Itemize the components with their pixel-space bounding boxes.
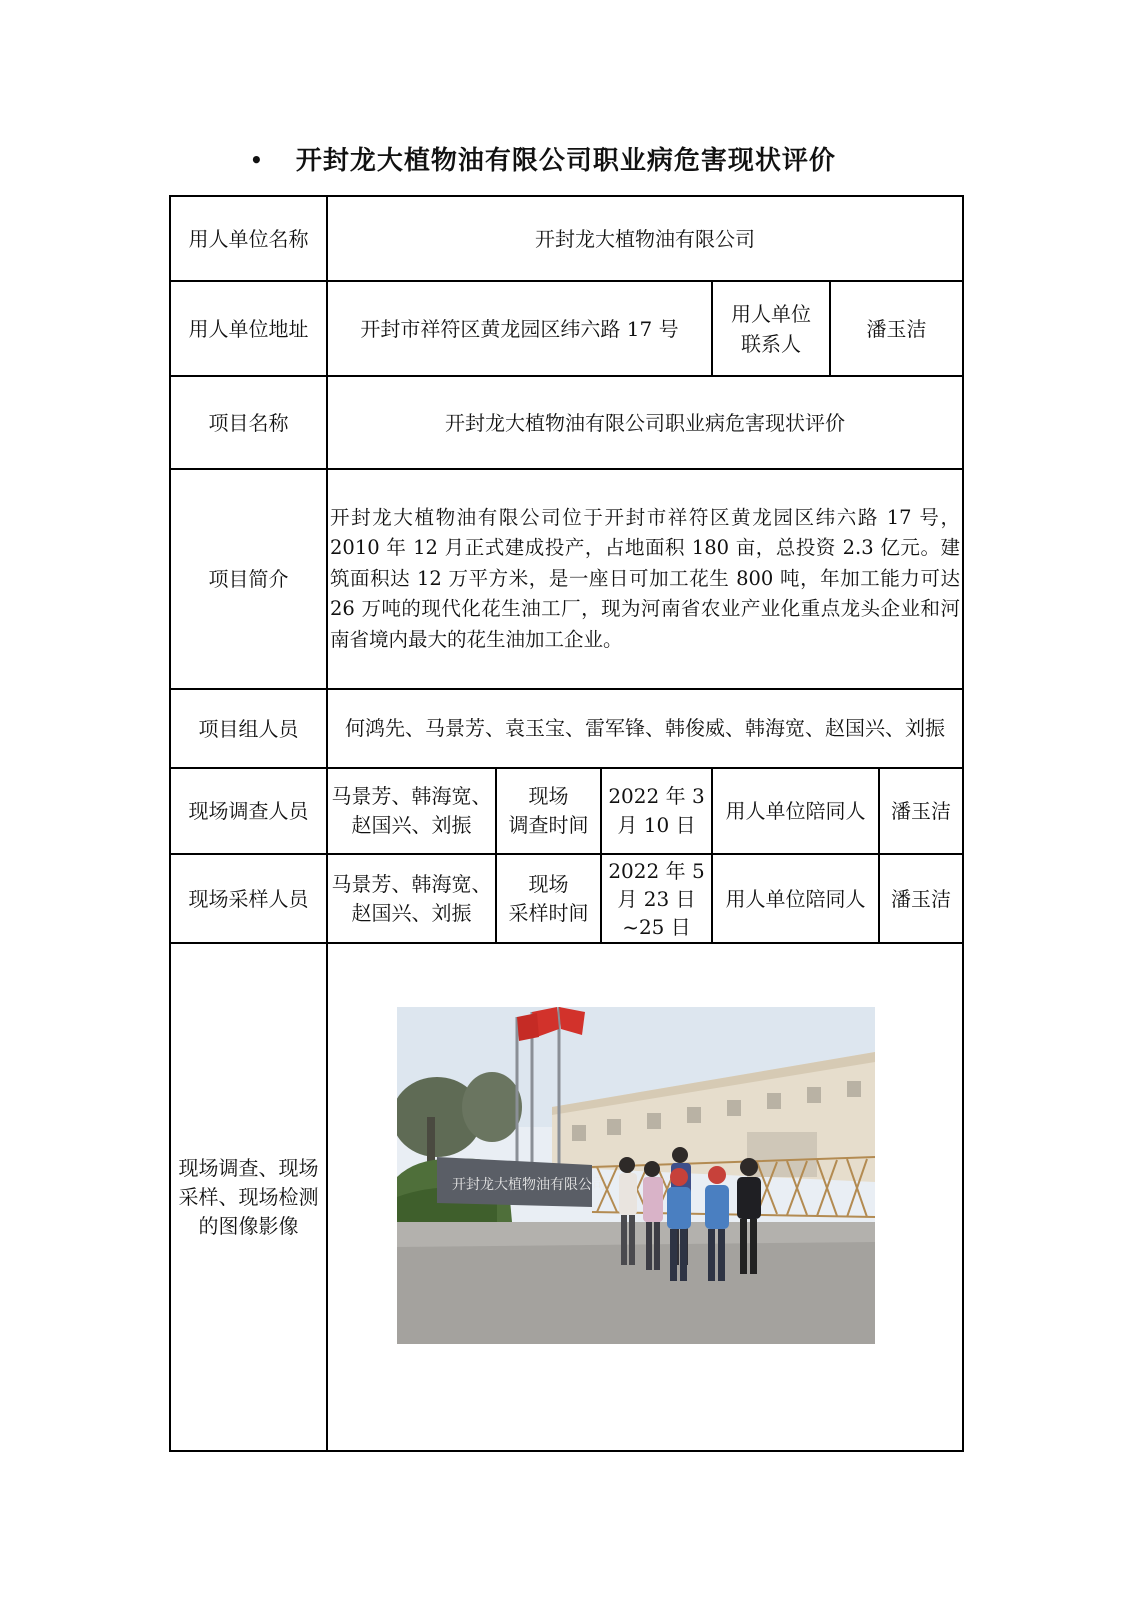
sampling-companion-value: 潘玉洁 [891,886,951,911]
survey-companion-label: 用人单位陪同人 [725,799,866,823]
images-label: 现场调查、现场采样、现场检测的图像影像 [178,1155,319,1238]
employer-name-label: 用人单位名称 [188,226,309,251]
contact-label-line1: 用人单位 [731,301,811,326]
sampling-time-value: 2022 年 5 月 23 日~25 日 [608,858,705,939]
title-bullet: • [250,148,264,172]
survey-companion-value: 潘玉洁 [891,799,951,823]
survey-time-label-line1: 现场 [528,784,569,808]
photo-sign-text: 开封龙大植物油有限公司 [452,1177,606,1193]
sampling-time-label [497,855,600,942]
project-intro-label: 项目简介 [208,567,289,591]
survey-staff-value: 马景芳、韩海宽、赵国兴、刘振 [331,784,492,837]
survey-time-label-line2: 调查时间 [508,813,589,837]
sampling-staff-value: 马景芳、韩海宽、赵国兴、刘振 [331,871,492,925]
sampling-staff-label: 现场采样人员 [188,886,309,911]
project-intro-value: 开封龙大植物油有限公司位于开封市祥符区黄龙园区纬六路 17 号，2010 年 12 月正式建成投产，占地面积 180 亩，总投资 2.3 亿元。建筑面积达 12 万平方米，是一座日可加工花生 800 吨，年加工能力可达 26 万吨的现代化花生油工厂，现为河南省农业产业化重点龙头企业和河南省境内最大的花生油加工企业。 [330,505,960,651]
team-label: 项目组人员 [198,716,299,741]
sampling-time-label-line1: 现场 [528,871,569,896]
employer-address-label: 用人单位地址 [188,316,309,341]
employer-address-value: 开封市祥符区黄龙园区纬六路 17 号 [360,316,679,341]
project-name-label: 项目名称 [208,410,289,435]
survey-staff-label: 现场调查人员 [188,799,309,823]
contact-label [713,282,829,375]
contact-label-line2: 联系人 [741,331,801,356]
survey-time-value: 2022 年 3 月 10 日 [608,784,705,837]
sampling-companion-label: 用人单位陪同人 [725,886,866,911]
survey-time-label [497,769,600,853]
sampling-time-label-line2: 采样时间 [508,900,589,925]
site-photo [397,1007,875,1344]
contact-value: 潘玉洁 [866,316,927,341]
employer-name-value: 开封龙大植物油有限公司 [535,226,755,251]
project-name-value: 开封龙大植物油有限公司职业病危害现状评价 [445,410,845,435]
title-text: 开封龙大植物油有限公司职业病危害现状评价 [295,146,836,176]
team-members-value: 何鸿先、马景芳、袁玉宝、雷军锋、韩俊威、韩海宽、赵国兴、刘振 [345,716,945,740]
